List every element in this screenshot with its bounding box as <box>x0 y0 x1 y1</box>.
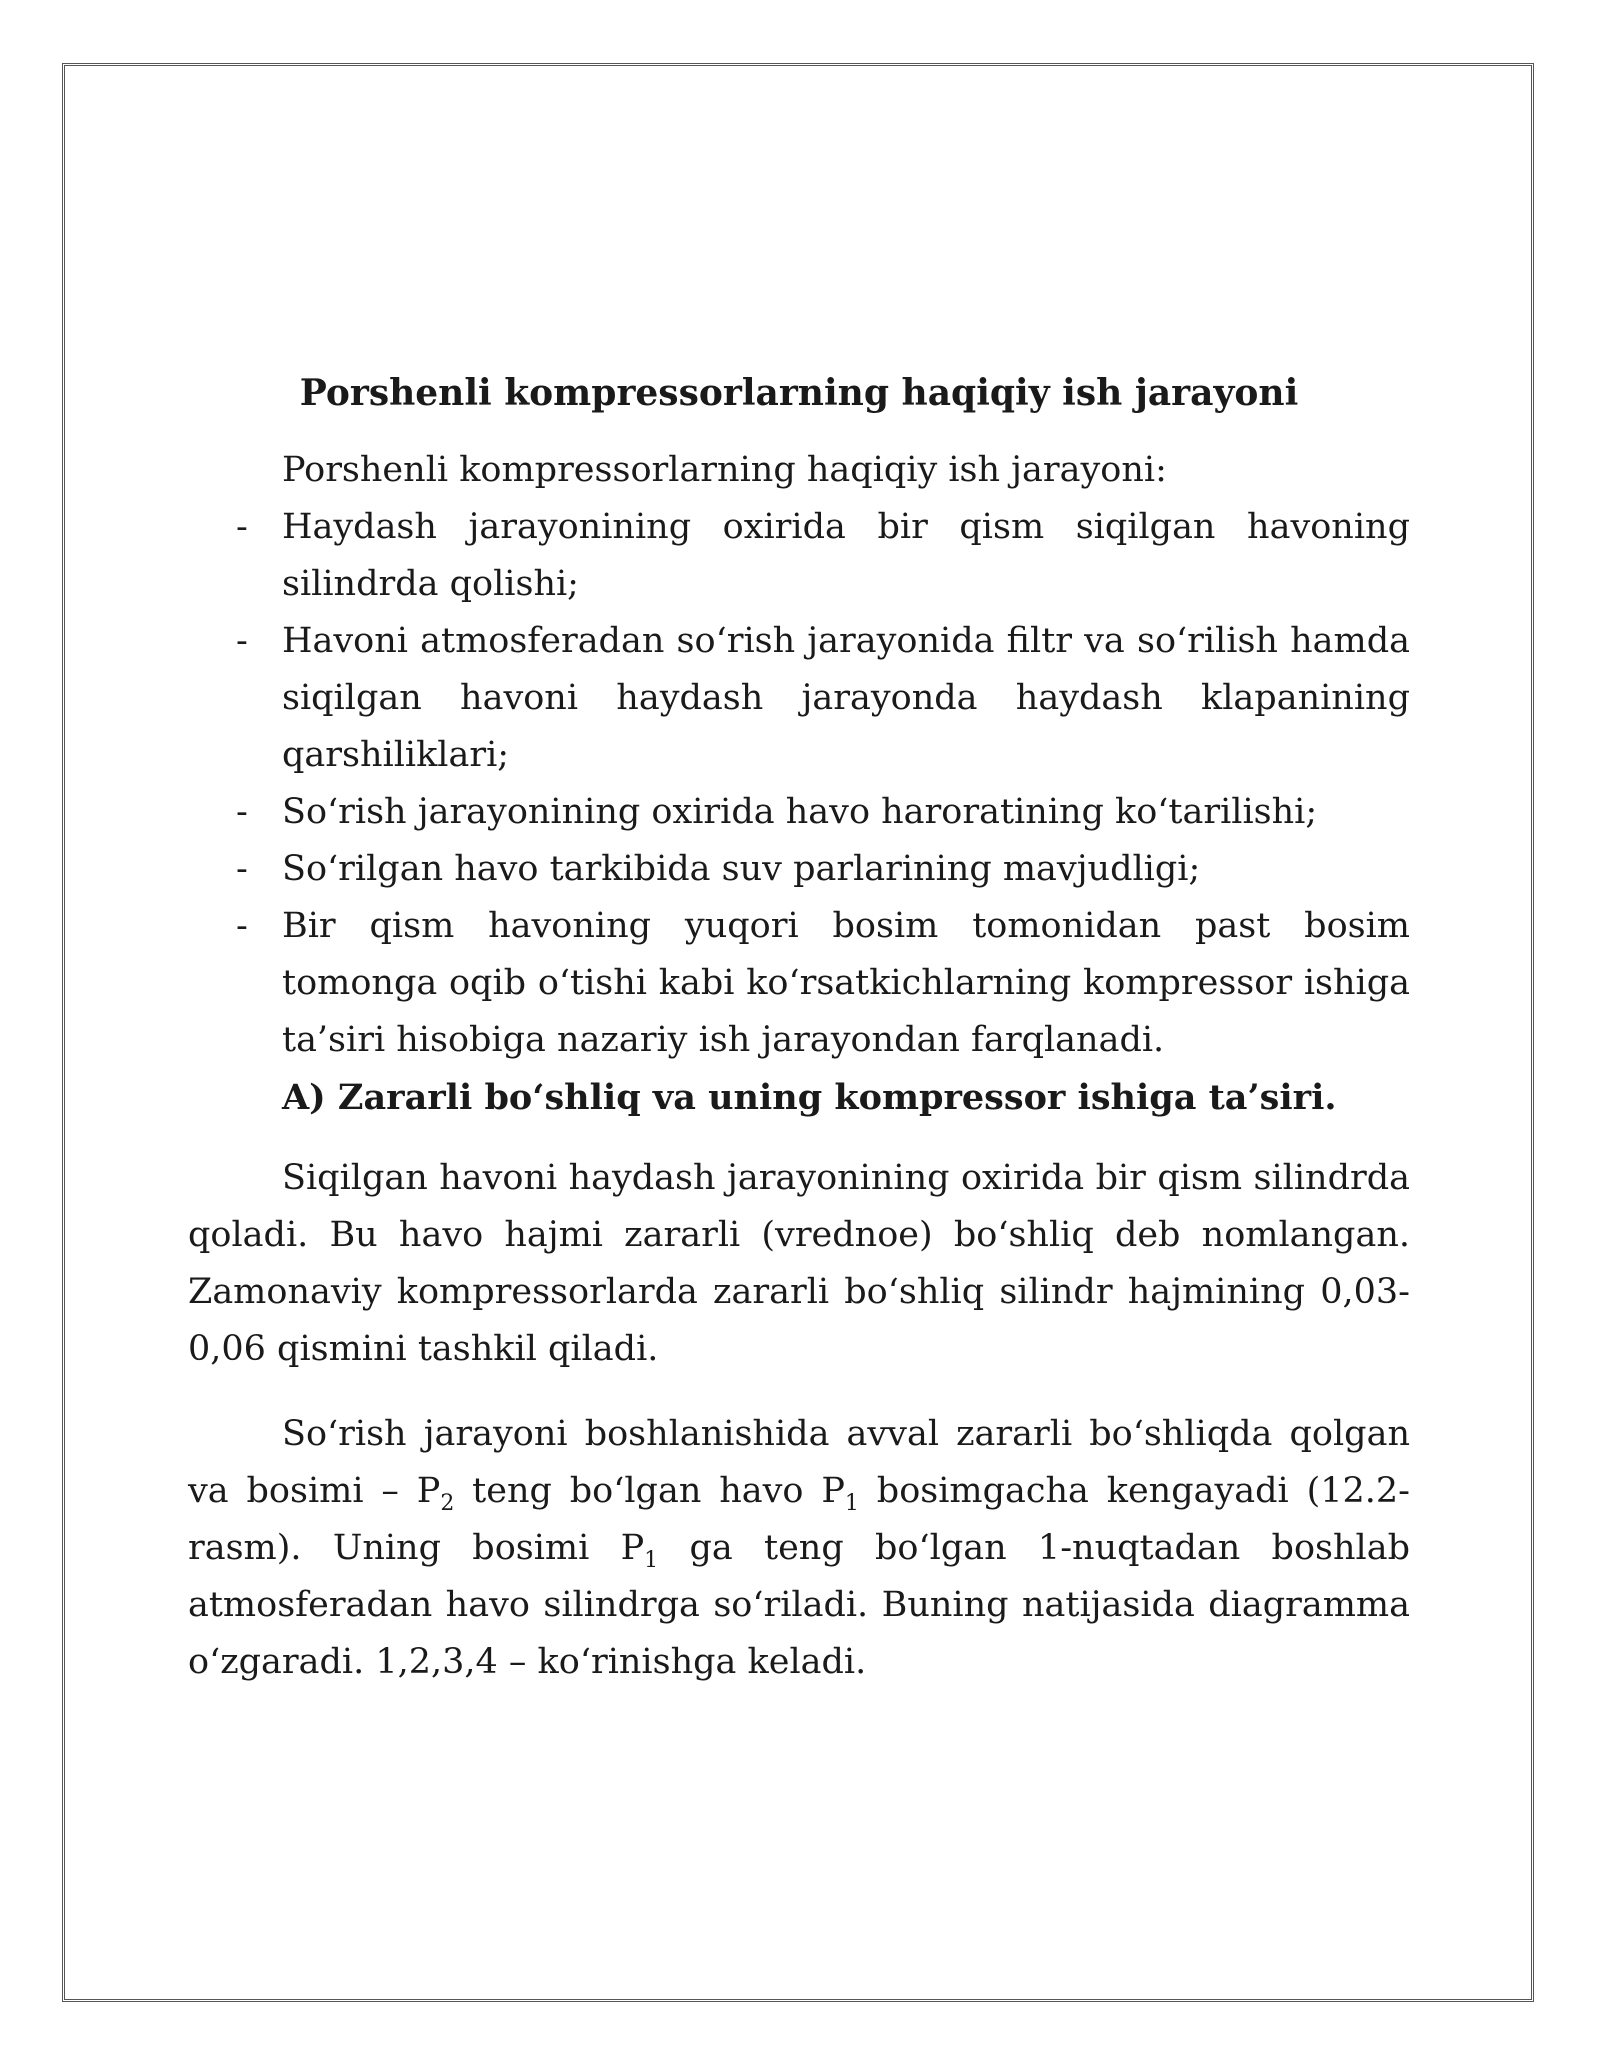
bullet-item <box>188 613 1410 784</box>
subscript: 1 <box>844 1491 859 1516</box>
bullet-text: Havoni atmosferadan so‘rish jarayonida filtr va so‘rilish hamda siqilgan havoni haydash jarayonda haydash klapanining qarshiliklari; <box>282 621 1410 775</box>
document-body <box>188 355 1410 1719</box>
paragraph-2-text: teng bo‘lgan havo P <box>454 1471 845 1511</box>
bullet-text: Haydash jarayonining oxirida bir qism siqilgan havoning silindrda qolishi; <box>282 507 1410 604</box>
section-subheading: A) Zararli bo‘shliq va uning kompressor ishiga ta’siri. <box>282 1077 1337 1118</box>
bullet-dash: - <box>236 621 248 661</box>
paragraph-2 <box>188 1406 1410 1691</box>
subscript: 1 <box>644 1548 659 1573</box>
paragraph-2-text: So‘rish jarayoni boshlanishida avval zararli bo‘shliqda qolgan va bosimi – P <box>188 1414 1410 1511</box>
document-title: Porshenli kompressorlarning haqiqiy ish jarayoni <box>299 372 1299 414</box>
bullet-text: So‘rish jarayonining oxirida havo haroratining ko‘tarilishi; <box>282 792 1318 832</box>
bullet-item <box>188 841 1410 898</box>
bullet-item <box>188 898 1410 1069</box>
bullet-item <box>188 784 1410 841</box>
bullet-item <box>188 499 1410 613</box>
bullet-dash: - <box>236 849 248 889</box>
subscript: 2 <box>440 1491 455 1516</box>
paragraph-2-text: bosimgacha kengayadi (12.2-rasm). Uning bosimi P <box>188 1471 1411 1568</box>
bullet-text: Bir qism havoning yuqori bosim tomonidan past bosim tomonga oqib o‘tishi kabi ko‘rsatkichlarning kompressor ishiga ta’siri hisobiga nazariy ish jarayondan farqlanadi. <box>282 906 1410 1060</box>
bullet-text: So‘rilgan havo tarkibida suv parlarining mavjudligi; <box>282 849 1201 889</box>
bullet-dash: - <box>236 906 248 946</box>
paragraph-2-text: ga teng bo‘lgan 1-nuqtadan boshlab atmosferadan havo silindrga so‘riladi. Buning natijasida diagramma o‘zgaradi. 1,2,3,4 – ko‘rinishga keladi. <box>188 1528 1410 1682</box>
paragraph-1: Siqilgan havoni haydash jarayonining oxirida bir qism silindrda qoladi. Bu havo hajmi zararli (vrednoe) bo‘shliq deb nomlangan. Zamonaviy kompressorlarda zararli bo‘shliq silindr hajmining 0,03-0,06 qismini tashkil qiladi. <box>188 1158 1410 1369</box>
bullet-list <box>188 499 1410 1069</box>
bullet-dash: - <box>236 792 248 832</box>
intro-line: Porshenli kompressorlarning haqiqiy ish jarayoni: <box>282 450 1167 490</box>
bullet-dash: - <box>236 507 248 547</box>
